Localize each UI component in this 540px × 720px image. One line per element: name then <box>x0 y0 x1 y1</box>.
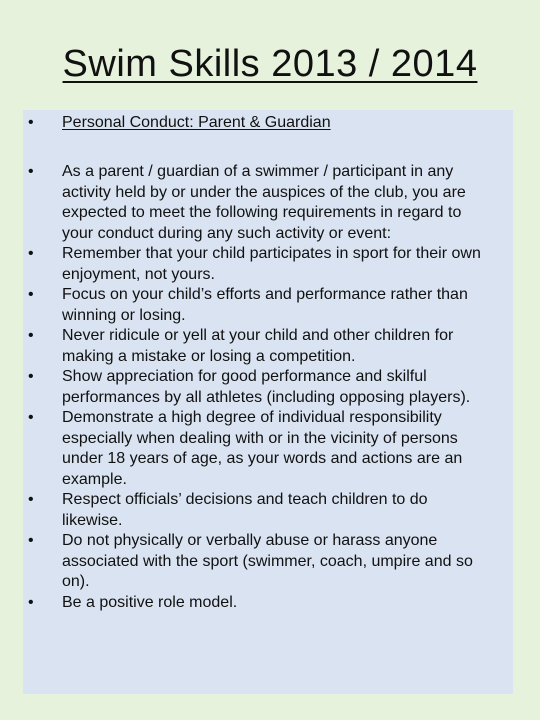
bullet-marker: • <box>28 368 34 385</box>
bullet-marker: • <box>28 114 34 131</box>
bullet-marker: • <box>28 286 34 303</box>
bullet-marker: • <box>28 327 34 344</box>
list-item-text: Focus on your child’s efforts and performance rather than winning or losing. <box>62 286 468 324</box>
list-item-text: Never ridicule or yell at your child and other children for making a mistake or losing a competition. <box>62 327 454 365</box>
section-heading-text: Personal Conduct: Parent & Guardian <box>62 114 331 131</box>
bullet-marker: • <box>28 163 34 180</box>
list-item <box>23 593 492 614</box>
bullet-marker: • <box>28 245 34 262</box>
list-item <box>23 162 492 244</box>
list-item <box>23 244 492 285</box>
slide-title: Swim Skills 2013 / 2014 <box>62 43 478 85</box>
list-item <box>23 490 492 531</box>
list-item-text: Show appreciation for good performance and skilful performances by all athletes (including opposing players). <box>62 368 471 406</box>
list-item-text: Be a positive role model. <box>62 593 238 611</box>
bullet-marker: • <box>28 491 34 508</box>
bullet-marker: • <box>28 409 34 426</box>
content-panel <box>23 110 513 694</box>
bullet-marker: • <box>28 532 34 549</box>
list-item <box>23 326 492 367</box>
list-item-text: As a parent / guardian of a swimmer / participant in any activity held by or under the auspices of the club, you are expected to meet the following requirements in regard to your conduct during any such activity or event: <box>62 163 466 242</box>
bullet-marker: • <box>28 593 34 611</box>
section-heading <box>23 113 492 134</box>
list-item-text: Demonstrate a high degree of individual responsibility especially when dealing with or in the vicinity of persons under 18 years of age, as your words and actions are an example. <box>62 409 463 488</box>
list-item <box>23 408 492 490</box>
list-item <box>23 367 492 408</box>
list-item-text: Respect officials’ decisions and teach children to do likewise. <box>62 491 428 529</box>
conduct-list <box>23 162 492 613</box>
list-item-text: Do not physically or verbally abuse or harass anyone associated with the sport (swimmer, coach, umpire and so on). <box>62 532 473 590</box>
list-item-text: Remember that your child participates in sport for their own enjoyment, not yours. <box>62 245 481 283</box>
list-item <box>23 285 492 326</box>
list-item <box>23 531 492 593</box>
